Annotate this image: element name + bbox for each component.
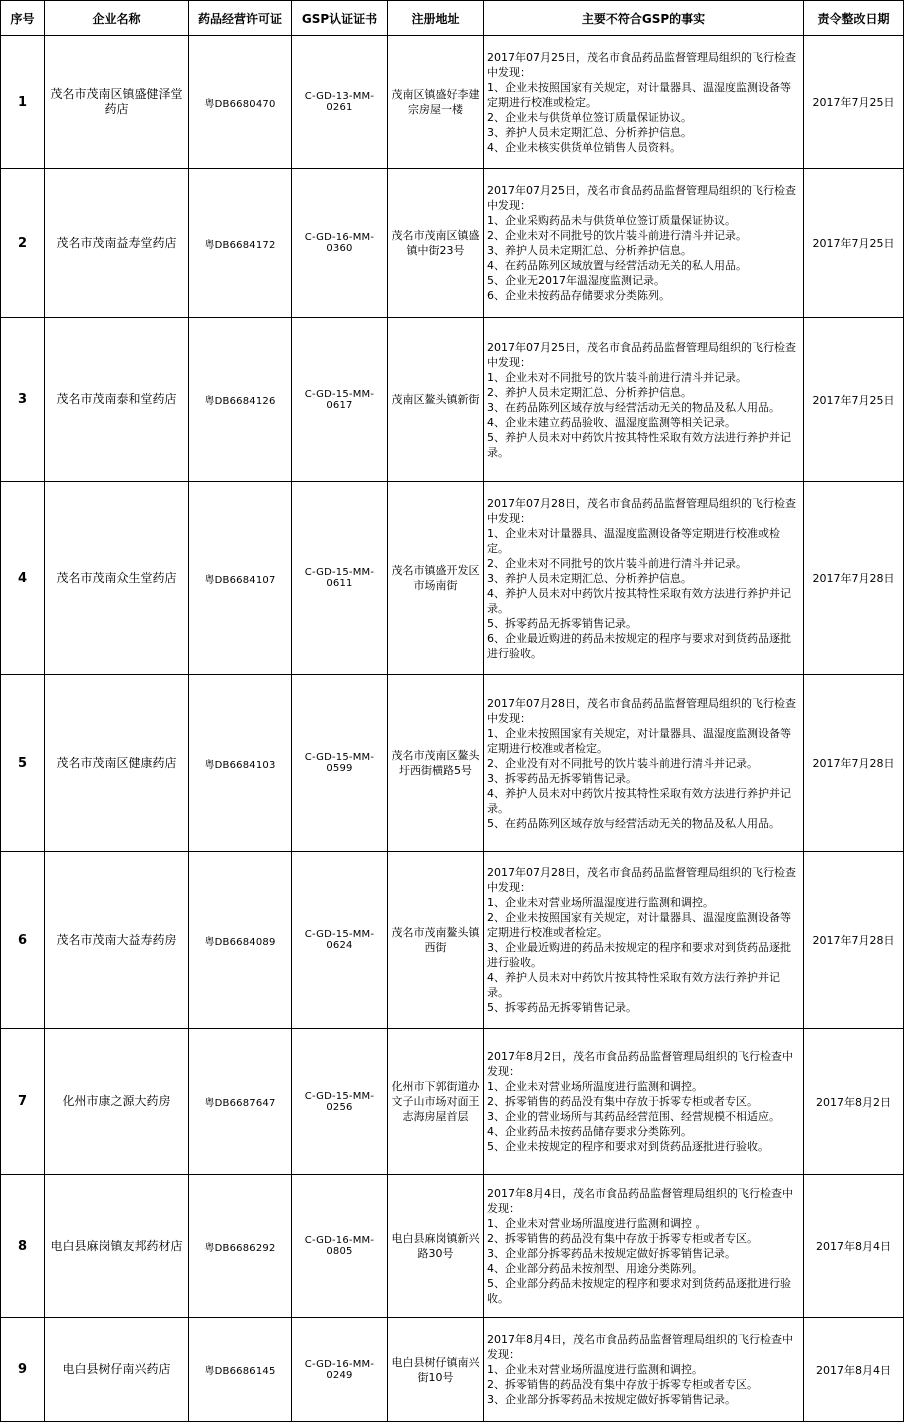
rectification-date: 2017年7月25日 — [804, 318, 904, 482]
fact-line: 3、养护人员未定期汇总、分析养护信息。 — [487, 244, 692, 257]
fact-line: 4、企业未建立药品验收、温湿度监测等相关记录。 — [487, 415, 736, 429]
fact-line: 3、养护人员未定期汇总、分析养护信息。 — [487, 125, 692, 139]
gsp-certificate: C-GD-15-MM-0599 — [292, 675, 388, 852]
fact-line: 2017年07月28日，茂名市食品药品监督管理局组织的飞行检查中发现： — [487, 496, 796, 525]
rectification-date: 2017年8月4日 — [804, 1175, 904, 1318]
fact-line: 3、养护人员未定期汇总、分析养护信息。 — [487, 571, 692, 585]
violation-facts — [484, 1318, 804, 1422]
violation-facts — [484, 1175, 804, 1318]
gsp-certificate: C-GD-16-MM-0249 — [292, 1318, 388, 1422]
table-row — [1, 318, 904, 482]
license-number: 粤DB6686292 — [189, 1175, 292, 1318]
rectification-date: 2017年7月25日 — [804, 36, 904, 169]
fact-line: 2017年07月25日，茂名市食品药品监督管理局组织的飞行检查中发现： — [487, 340, 796, 369]
registered-address: 电白县树仔镇南兴街10号 — [388, 1318, 484, 1422]
table-row — [1, 1175, 904, 1318]
license-number: 粤DB6686145 — [189, 1318, 292, 1422]
fact-line: 3、在药品陈列区域存放与经营活动无关的物品及私人用品。 — [487, 400, 780, 414]
registered-address: 茂南区鳌头镇新街 — [388, 318, 484, 482]
gsp-certificate: C-GD-13-MM-0261 — [292, 36, 388, 169]
company-name: 茂名市茂南大益寿药房 — [45, 852, 189, 1029]
fact-line: 2017年07月28日，茂名市食品药品监督管理局组织的飞行检查中发现： — [487, 696, 796, 725]
rectification-date: 2017年7月25日 — [804, 169, 904, 318]
company-name: 电白县树仔南兴药店 — [45, 1318, 189, 1422]
fact-line: 6、企业最近购进的药品未按规定的程序与要求对到货药品逐批进行验收。 — [487, 631, 791, 660]
fact-line: 2、企业未按照国家有关规定，对计量器具、温湿度监测设备等定期进行校准或者检定。 — [487, 911, 791, 939]
fact-line: 5、企业未按规定的程序和要求对到货药品逐批进行验收。 — [487, 1140, 769, 1153]
fact-line: 4、养护人员未对中药饮片按其特性采取有效方法进行养护并记录。 — [487, 786, 791, 815]
fact-line: 2、拆零销售的药品没有集中存放于拆零专柜或者专区。 — [487, 1095, 758, 1108]
row-index: 4 — [1, 482, 45, 675]
rectification-date: 2017年7月28日 — [804, 482, 904, 675]
fact-line: 4、养护人员未对中药饮片按其特性采取有效方法进行养护并记录。 — [487, 586, 791, 615]
registered-address: 茂名市茂南鳌头镇西街 — [388, 852, 484, 1029]
rectification-date: 2017年7月28日 — [804, 852, 904, 1029]
fact-line: 1、企业未对营业场所温度进行监测和调控。 — [487, 1363, 703, 1376]
fact-line: 2、企业未对不同批号的饮片装斗前进行清斗并记录。 — [487, 229, 747, 242]
fact-line: 2017年8月2日，茂名市食品药品监督管理局组织的飞行检查中发现： — [487, 1050, 793, 1078]
registered-address: 茂名市茂南区镇盛镇中街23号 — [388, 169, 484, 318]
fact-line: 5、养护人员未对中药饮片按其特性采取有效方法进行养护并记录。 — [487, 430, 791, 459]
fact-line: 2、企业未与供货单位签订质量保证协议。 — [487, 110, 692, 124]
row-index: 5 — [1, 675, 45, 852]
fact-line: 3、企业部分拆零药品未按规定做好拆零销售记录。 — [487, 1247, 736, 1260]
company-name: 茂名市茂南泰和堂药店 — [45, 318, 189, 482]
fact-line: 5、企业无2017年温湿度监测记录。 — [487, 274, 665, 287]
gsp-certificate: C-GD-15-MM-0611 — [292, 482, 388, 675]
company-name: 化州市康之源大药房 — [45, 1029, 189, 1175]
company-name: 茂名市茂南众生堂药店 — [45, 482, 189, 675]
row-index: 1 — [1, 36, 45, 169]
table-row — [1, 675, 904, 852]
fact-line: 6、企业未按药品存储要求分类陈列。 — [487, 289, 670, 302]
license-number: 粤DB6684103 — [189, 675, 292, 852]
fact-line: 5、企业部分药品未按规定的程序和要求对到货药品逐批进行验收。 — [487, 1277, 791, 1305]
fact-line: 2、养护人员未定期汇总、分析养护信息。 — [487, 385, 692, 399]
violation-facts — [484, 675, 804, 852]
fact-line: 5、在药品陈列区域存放与经营活动无关的物品及私人用品。 — [487, 816, 780, 830]
table-row — [1, 169, 904, 318]
company-name: 茂名市茂南区镇盛健泽堂药店 — [45, 36, 189, 169]
row-index: 7 — [1, 1029, 45, 1175]
fact-line: 5、拆零药品无拆零销售记录。 — [487, 1001, 637, 1014]
fact-line: 1、企业未对营业场所温湿度进行监测和调控。 — [487, 896, 714, 909]
table-row — [1, 1318, 904, 1422]
fact-line: 1、企业未对计量器具、温湿度监测设备等定期进行校准或检定。 — [487, 526, 780, 555]
header-license: 药品经营许可证 — [189, 1, 292, 36]
fact-line: 4、企业未核实供货单位销售人员资料。 — [487, 140, 681, 154]
company-name: 电白县麻岗镇友邦药材店 — [45, 1175, 189, 1318]
violation-facts — [484, 169, 804, 318]
gsp-certificate: C-GD-16-MM-0360 — [292, 169, 388, 318]
header-gsp: GSP认证证书 — [292, 1, 388, 36]
header-facts: 主要不符合GSP的事实 — [484, 1, 804, 36]
header-address: 注册地址 — [388, 1, 484, 36]
table-row — [1, 482, 904, 675]
fact-line: 1、企业未按照国家有关规定，对计量器具、温湿度监测设备等定期进行校准或检定。 — [487, 80, 791, 109]
company-name: 茂名市茂南区健康药店 — [45, 675, 189, 852]
header-row — [1, 1, 904, 36]
registered-address: 茂名市茂南区鳌头圩西街横路5号 — [388, 675, 484, 852]
row-index: 6 — [1, 852, 45, 1029]
fact-line: 1、企业未按照国家有关规定，对计量器具、温湿度监测设备等定期进行校准或者检定。 — [487, 726, 791, 755]
fact-line: 2、拆零销售的药品没有集中存放于拆零专柜或者专区。 — [487, 1232, 758, 1245]
fact-line: 2017年07月28日，茂名市食品药品监督管理局组织的飞行检查中发现： — [487, 866, 796, 894]
violation-facts — [484, 318, 804, 482]
fact-line: 4、养护人员未对中药饮片按其特性采取有效方法行养护并记录。 — [487, 971, 780, 999]
registered-address: 化州市下郭街道办文子山市场对面王志海房屋首层 — [388, 1029, 484, 1175]
row-index: 3 — [1, 318, 45, 482]
rectification-date: 2017年8月2日 — [804, 1029, 904, 1175]
gsp-certificate: C-GD-15-MM-0624 — [292, 852, 388, 1029]
row-index: 8 — [1, 1175, 45, 1318]
row-index: 9 — [1, 1318, 45, 1422]
header-deadline: 责令整改日期 — [804, 1, 904, 36]
violation-facts — [484, 852, 804, 1029]
fact-line: 3、拆零药品无拆零销售记录。 — [487, 771, 637, 785]
fact-line: 2、企业没有对不同批号的饮片装斗前进行清斗并记录。 — [487, 756, 758, 770]
gsp-certificate: C-GD-15-MM-0256 — [292, 1029, 388, 1175]
fact-line: 2017年07月25日，茂名市食品药品监督管理局组织的飞行检查中发现： — [487, 184, 796, 212]
fact-line: 2、企业未对不同批号的饮片装斗前进行清斗并记录。 — [487, 556, 747, 570]
fact-line: 3、企业的营业场所与其药品经营范围、经营规模不相适应。 — [487, 1110, 780, 1123]
license-number: 粤DB6684126 — [189, 318, 292, 482]
violation-facts — [484, 36, 804, 169]
fact-line: 5、拆零药品无拆零销售记录。 — [487, 616, 637, 630]
table-row — [1, 852, 904, 1029]
table-row — [1, 36, 904, 169]
fact-line: 1、企业采购药品未与供货单位签订质量保证协议。 — [487, 214, 736, 227]
license-number: 粤DB6680470 — [189, 36, 292, 169]
fact-line: 4、企业部分药品未按剂型、用途分类陈列。 — [487, 1262, 703, 1275]
fact-line: 2017年07月25日，茂名市食品药品监督管理局组织的飞行检查中发现： — [487, 50, 796, 79]
license-number: 粤DB6684107 — [189, 482, 292, 675]
row-index: 2 — [1, 169, 45, 318]
registered-address: 茂南区镇盛好李建宗房屋一楼 — [388, 36, 484, 169]
fact-line: 3、企业部分拆零药品未按规定做好拆零销售记录。 — [487, 1393, 736, 1406]
fact-line: 2、拆零销售的药品没有集中存放于拆零专柜或者专区。 — [487, 1378, 758, 1391]
fact-line: 1、企业未对营业场所温度进行监测和调控。 — [487, 1080, 703, 1093]
registered-address: 茂名市镇盛开发区市场南街 — [388, 482, 484, 675]
table-row — [1, 1029, 904, 1175]
fact-line: 4、企业药品未按药品储存要求分类陈列。 — [487, 1125, 692, 1138]
violation-facts — [484, 482, 804, 675]
license-number: 粤DB6684089 — [189, 852, 292, 1029]
license-number: 粤DB6684172 — [189, 169, 292, 318]
rectification-date: 2017年8月4日 — [804, 1318, 904, 1422]
fact-line: 2017年8月4日，茂名市食品药品监督管理局组织的飞行检查中发现： — [487, 1187, 793, 1215]
gsp-certificate: C-GD-15-MM-0617 — [292, 318, 388, 482]
fact-line: 2017年8月4日，茂名市食品药品监督管理局组织的飞行检查中发现： — [487, 1333, 793, 1361]
fact-line: 1、企业未对营业场所温度进行监测和调控 。 — [487, 1217, 707, 1230]
fact-line: 1、企业未对不同批号的饮片装斗前进行清斗并记录。 — [487, 370, 747, 384]
rectification-date: 2017年7月28日 — [804, 675, 904, 852]
company-name: 茂名市茂南益寿堂药店 — [45, 169, 189, 318]
license-number: 粤DB6687647 — [189, 1029, 292, 1175]
header-index: 序号 — [1, 1, 45, 36]
violation-facts — [484, 1029, 804, 1175]
header-company: 企业名称 — [45, 1, 189, 36]
fact-line: 4、在药品陈列区域放置与经营活动无关的私人用品。 — [487, 259, 747, 272]
gsp-certificate: C-GD-16-MM-0805 — [292, 1175, 388, 1318]
registered-address: 电白县麻岗镇新兴路30号 — [388, 1175, 484, 1318]
fact-line: 3、企业最近购进的药品未按规定的程序和要求对到货药品逐批进行验收。 — [487, 941, 791, 969]
